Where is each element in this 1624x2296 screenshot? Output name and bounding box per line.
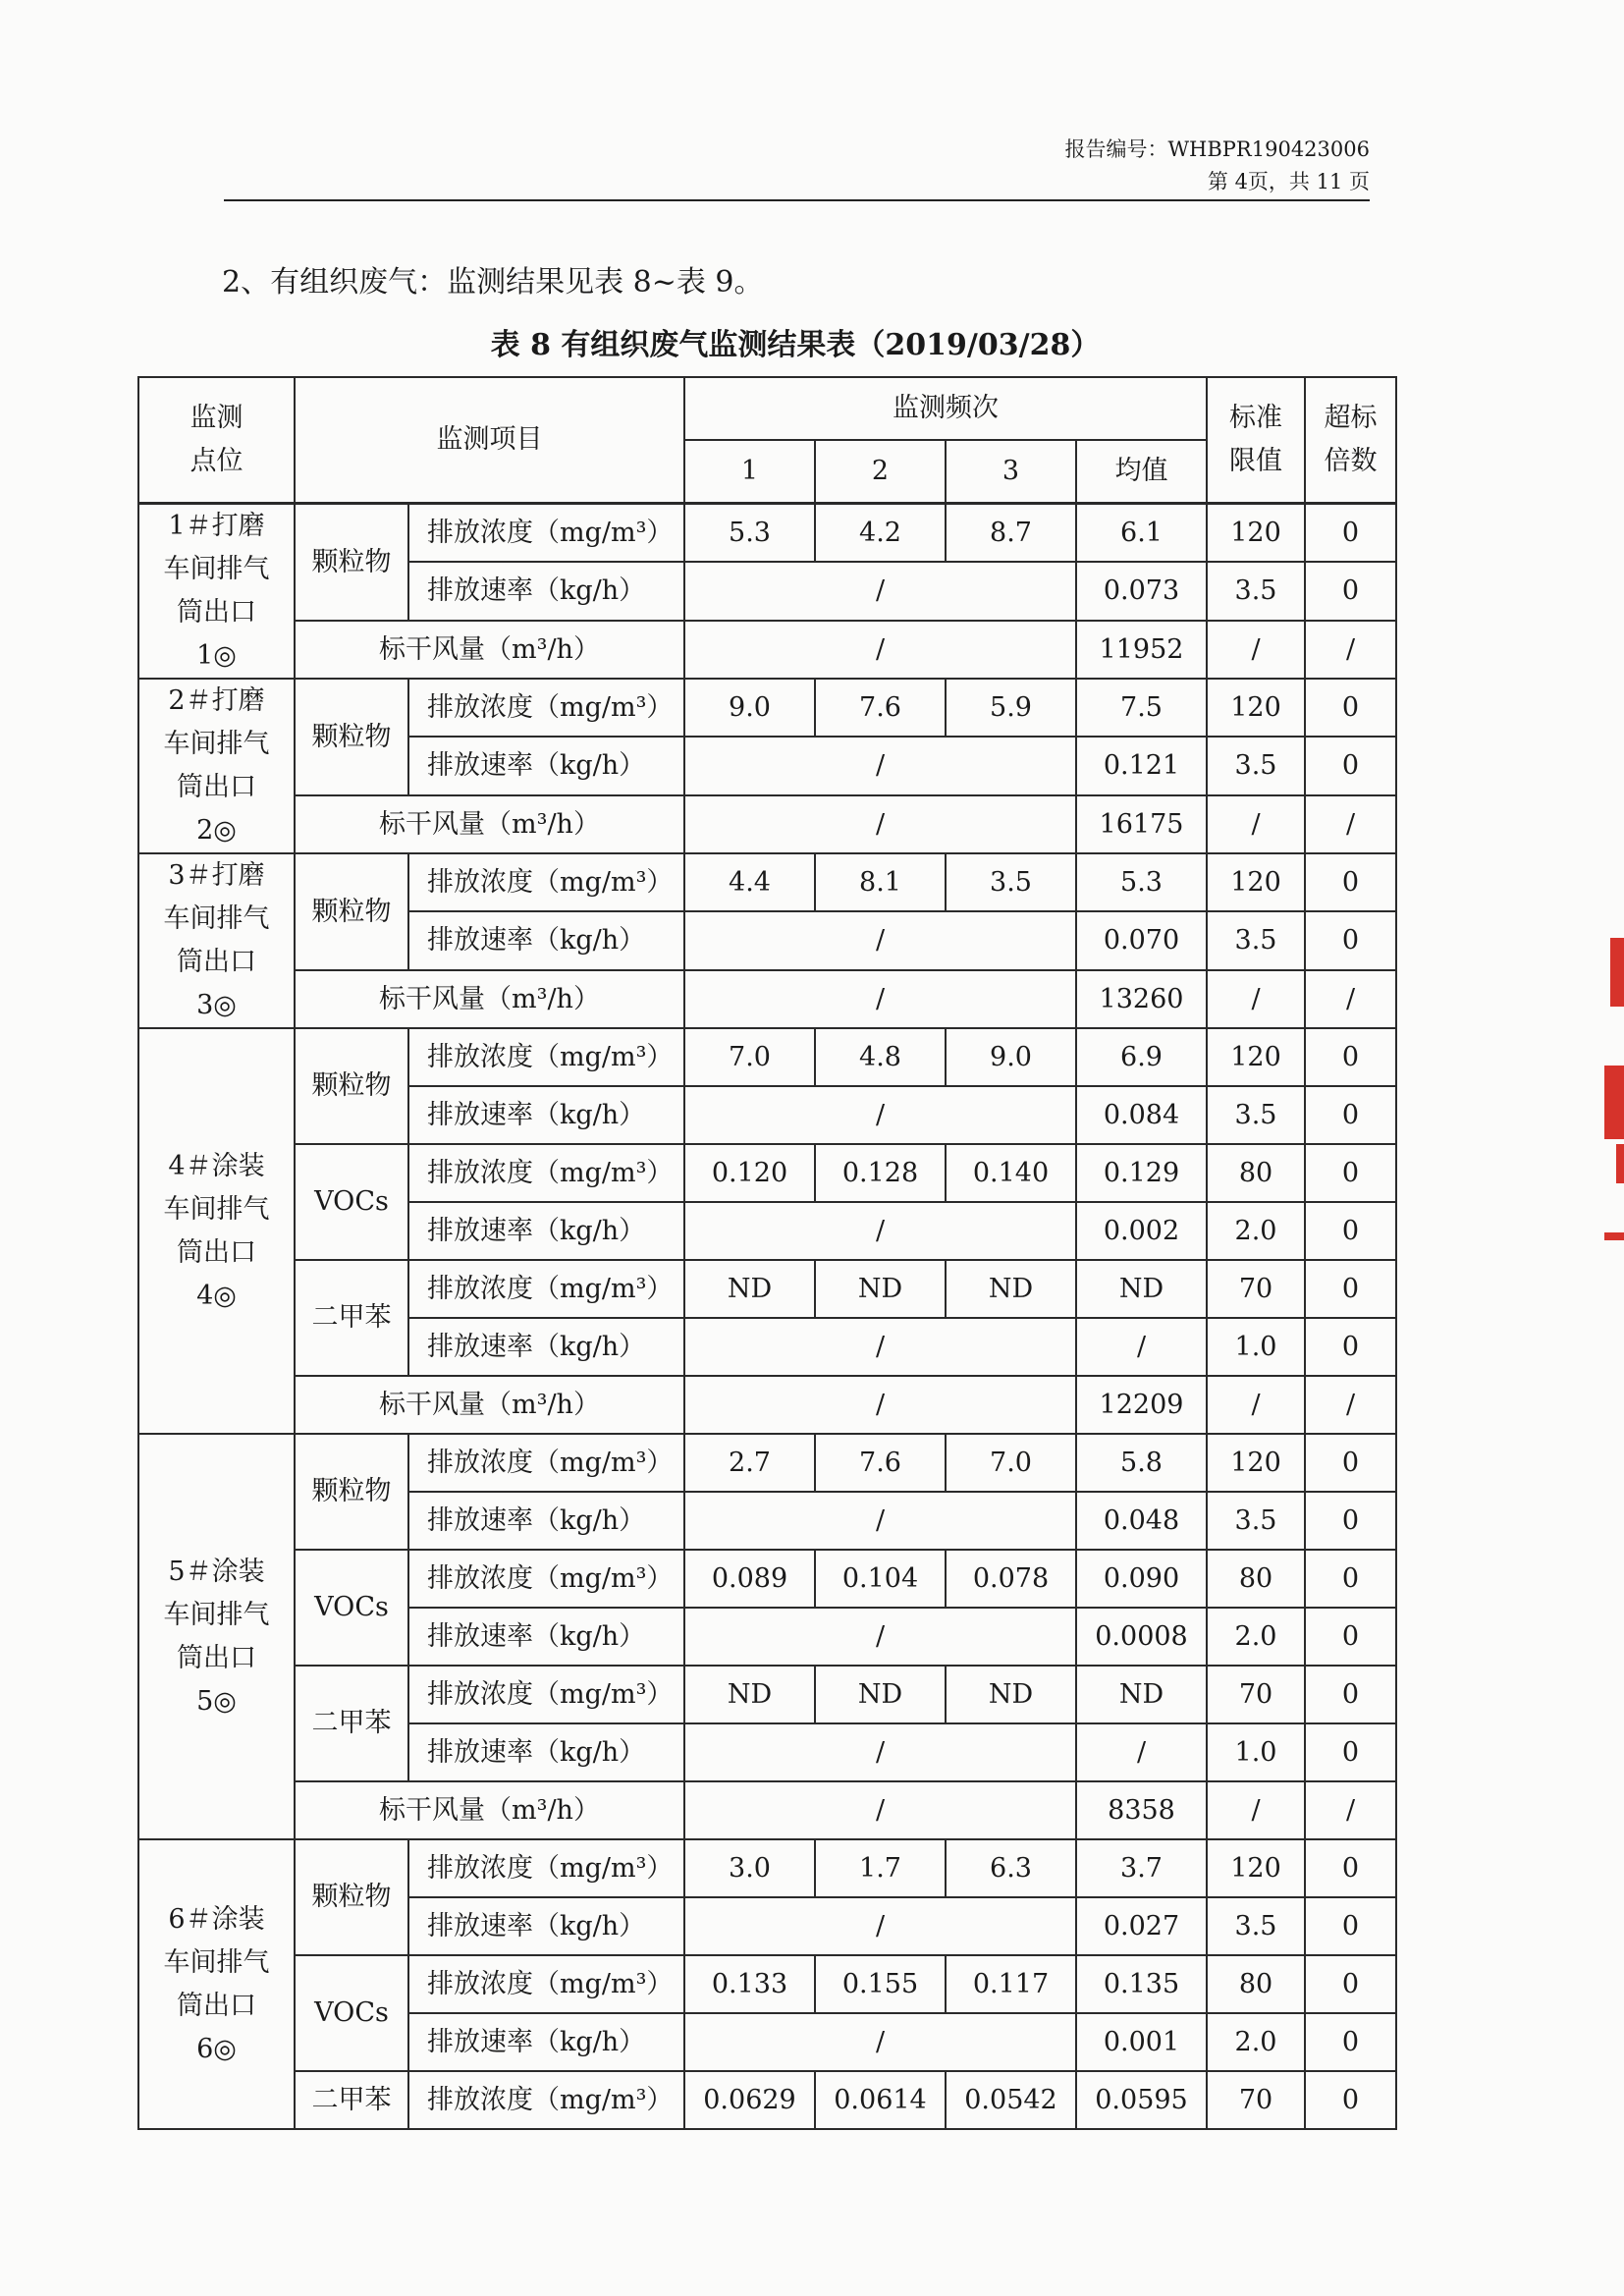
table-row xyxy=(138,1144,1396,1202)
value-cell: 4.2 xyxy=(815,504,946,563)
standard-cell: 80 xyxy=(1207,1550,1305,1608)
exceed-cell: / xyxy=(1305,621,1396,679)
value-cell: 9.0 xyxy=(684,679,815,737)
value-cell: ND xyxy=(946,1260,1076,1318)
value-cell: / xyxy=(684,1376,1076,1434)
exceed-cell: 0 xyxy=(1305,1260,1396,1318)
value-cell: 8.1 xyxy=(815,853,946,911)
value-cell: 0.128 xyxy=(815,1144,946,1202)
table-header-row xyxy=(138,377,1396,440)
mean-cell: 8358 xyxy=(1076,1781,1207,1839)
item-cell: 排放速率（kg/h） xyxy=(408,1897,684,1955)
mean-cell: 6.1 xyxy=(1076,504,1207,563)
value-cell: ND xyxy=(684,1666,815,1723)
value-cell: 7.0 xyxy=(946,1434,1076,1492)
value-cell: / xyxy=(684,621,1076,679)
mean-cell: 3.7 xyxy=(1076,1839,1207,1897)
mean-cell: 0.129 xyxy=(1076,1144,1207,1202)
seal-fragment xyxy=(1604,1066,1624,1139)
table-caption: 表 8 有组织废气监测结果表（2019/03/28） xyxy=(490,328,1101,362)
pollutant-cell: 二甲苯 xyxy=(295,1666,408,1781)
value-cell: / xyxy=(684,2013,1076,2071)
item-cell: 排放浓度（mg/m³） xyxy=(408,853,684,911)
value-cell: 0.120 xyxy=(684,1144,815,1202)
exceed-cell: / xyxy=(1305,795,1396,853)
value-cell: 5.3 xyxy=(684,504,815,563)
exceed-cell: 0 xyxy=(1305,1839,1396,1897)
value-cell: 0.078 xyxy=(946,1550,1076,1608)
value-cell: 3.5 xyxy=(946,853,1076,911)
value-cell: 7.0 xyxy=(684,1028,815,1086)
item-cell: 排放浓度（mg/m³） xyxy=(408,504,684,563)
point-cell: 1＃打磨 车间排气 筒出口 1◎ xyxy=(138,504,295,680)
standard-cell: 70 xyxy=(1207,1260,1305,1318)
pollutant-cell: 颗粒物 xyxy=(295,1028,408,1144)
value-cell: / xyxy=(684,795,1076,853)
exceed-cell: 0 xyxy=(1305,1028,1396,1086)
table-row xyxy=(138,621,1396,679)
item-cell: 排放浓度（mg/m³） xyxy=(408,1955,684,2013)
table-row xyxy=(138,970,1396,1028)
value-cell: 0.0629 xyxy=(684,2071,815,2129)
exceed-cell: 0 xyxy=(1305,1666,1396,1723)
table-row xyxy=(138,1028,1396,1086)
mean-cell: 11952 xyxy=(1076,621,1207,679)
seal-fragment xyxy=(1610,938,1624,1007)
exceed-cell: 0 xyxy=(1305,1318,1396,1376)
exceed-cell: 0 xyxy=(1305,562,1396,620)
item-cell: 排放速率（kg/h） xyxy=(408,737,684,794)
mean-cell: 12209 xyxy=(1076,1376,1207,1434)
header-mean: 均值 xyxy=(1076,440,1207,504)
mean-cell: 0.121 xyxy=(1076,737,1207,794)
value-cell: 0.104 xyxy=(815,1550,946,1608)
item-cell: 标干风量（m³/h） xyxy=(295,621,684,679)
pollutant-cell: 颗粒物 xyxy=(295,1839,408,1955)
value-cell: 2.7 xyxy=(684,1434,815,1492)
value-cell: ND xyxy=(946,1666,1076,1723)
item-cell: 排放浓度（mg/m³） xyxy=(408,1666,684,1723)
standard-cell: 2.0 xyxy=(1207,1202,1305,1260)
report-header xyxy=(224,134,1370,198)
standard-cell: 70 xyxy=(1207,1666,1305,1723)
standard-cell: 120 xyxy=(1207,679,1305,737)
item-cell: 标干风量（m³/h） xyxy=(295,1376,684,1434)
item-cell: 排放速率（kg/h） xyxy=(408,1492,684,1550)
header-exceed: 超标 倍数 xyxy=(1305,377,1396,504)
item-cell: 排放速率（kg/h） xyxy=(408,1608,684,1666)
item-cell: 排放浓度（mg/m³） xyxy=(408,1260,684,1318)
section-intro: 2、有组织废气：监测结果见表 8~表 9。 xyxy=(222,265,764,300)
item-cell: 排放浓度（mg/m³） xyxy=(408,1550,684,1608)
item-cell: 排放速率（kg/h） xyxy=(408,1318,684,1376)
value-cell: ND xyxy=(684,1260,815,1318)
report-number: 报告编号：WHBPR190423006 xyxy=(1064,137,1370,161)
pollutant-cell: 颗粒物 xyxy=(295,679,408,795)
value-cell: / xyxy=(684,1492,1076,1550)
pollutant-cell: VOCs xyxy=(295,1550,408,1666)
page-info: 第 4页，共 11 页 xyxy=(1207,170,1370,193)
exceed-cell: 0 xyxy=(1305,1955,1396,2013)
standard-cell: 3.5 xyxy=(1207,737,1305,794)
pollutant-cell: VOCs xyxy=(295,1955,408,2071)
value-cell: / xyxy=(684,1897,1076,1955)
point-cell: 2＃打磨 车间排气 筒出口 2◎ xyxy=(138,679,295,853)
standard-cell: 2.0 xyxy=(1207,1608,1305,1666)
table-row xyxy=(138,679,1396,737)
header-run-3: 3 xyxy=(946,440,1076,504)
standard-cell: 3.5 xyxy=(1207,562,1305,620)
value-cell: / xyxy=(684,970,1076,1028)
item-cell: 排放浓度（mg/m³） xyxy=(408,1028,684,1086)
table-row xyxy=(138,504,1396,563)
exceed-cell: 0 xyxy=(1305,2013,1396,2071)
exceed-cell: 0 xyxy=(1305,1434,1396,1492)
value-cell: / xyxy=(684,737,1076,794)
standard-cell: 3.5 xyxy=(1207,911,1305,969)
standard-cell: 120 xyxy=(1207,1434,1305,1492)
standard-cell: 120 xyxy=(1207,853,1305,911)
mean-cell: 0.0008 xyxy=(1076,1608,1207,1666)
standard-cell: 3.5 xyxy=(1207,1492,1305,1550)
exceed-cell: 0 xyxy=(1305,911,1396,969)
item-cell: 排放速率（kg/h） xyxy=(408,1086,684,1144)
value-cell: 0.0614 xyxy=(815,2071,946,2129)
standard-cell: 3.5 xyxy=(1207,1086,1305,1144)
point-cell: 4＃涂装 车间排气 筒出口 4◎ xyxy=(138,1028,295,1434)
exceed-cell: 0 xyxy=(1305,1144,1396,1202)
item-cell: 排放速率（kg/h） xyxy=(408,2013,684,2071)
standard-cell: 1.0 xyxy=(1207,1723,1305,1781)
item-cell: 标干风量（m³/h） xyxy=(295,970,684,1028)
point-cell: 6＃涂装 车间排气 筒出口 6◎ xyxy=(138,1839,295,2129)
item-cell: 标干风量（m³/h） xyxy=(295,795,684,853)
table-row xyxy=(138,1781,1396,1839)
value-cell: / xyxy=(684,1318,1076,1376)
exceed-cell: 0 xyxy=(1305,1202,1396,1260)
mean-cell: 5.3 xyxy=(1076,853,1207,911)
table-row xyxy=(138,795,1396,853)
value-cell: / xyxy=(684,1086,1076,1144)
table-row xyxy=(138,1550,1396,1608)
value-cell: 0.155 xyxy=(815,1955,946,2013)
mean-cell: 0.002 xyxy=(1076,1202,1207,1260)
exceed-cell: 0 xyxy=(1305,1086,1396,1144)
pollutant-cell: 颗粒物 xyxy=(295,1434,408,1550)
value-cell: 0.0542 xyxy=(946,2071,1076,2129)
value-cell: 4.8 xyxy=(815,1028,946,1086)
mean-cell: / xyxy=(1076,1723,1207,1781)
exceed-cell: / xyxy=(1305,1376,1396,1434)
mean-cell: 0.135 xyxy=(1076,1955,1207,2013)
header-rule xyxy=(224,199,1370,201)
pollutant-cell: 颗粒物 xyxy=(295,504,408,621)
value-cell: / xyxy=(684,1781,1076,1839)
item-cell: 排放浓度（mg/m³） xyxy=(408,679,684,737)
header-frequency: 监测频次 xyxy=(684,377,1207,440)
value-cell: 7.6 xyxy=(815,1434,946,1492)
value-cell: 0.133 xyxy=(684,1955,815,2013)
mean-cell: 6.9 xyxy=(1076,1028,1207,1086)
standard-cell: 3.5 xyxy=(1207,1897,1305,1955)
exceed-cell: 0 xyxy=(1305,737,1396,794)
mean-cell: / xyxy=(1076,1318,1207,1376)
value-cell: ND xyxy=(815,1666,946,1723)
header-point: 监测 点位 xyxy=(138,377,295,504)
item-cell: 排放速率（kg/h） xyxy=(408,911,684,969)
value-cell: 7.6 xyxy=(815,679,946,737)
table-row xyxy=(138,2071,1396,2129)
value-cell: / xyxy=(684,1723,1076,1781)
table-row xyxy=(138,1260,1396,1318)
mean-cell: 0.070 xyxy=(1076,911,1207,969)
item-cell: 排放速率（kg/h） xyxy=(408,1202,684,1260)
header-standard: 标准 限值 xyxy=(1207,377,1305,504)
item-cell: 排放浓度（mg/m³） xyxy=(408,1144,684,1202)
item-cell: 排放速率（kg/h） xyxy=(408,562,684,620)
value-cell: ND xyxy=(815,1260,946,1318)
pollutant-cell: 二甲苯 xyxy=(295,2071,408,2129)
value-cell: 4.4 xyxy=(684,853,815,911)
value-cell: 5.9 xyxy=(946,679,1076,737)
table-row xyxy=(138,1376,1396,1434)
header-run-1: 1 xyxy=(684,440,815,504)
exceed-cell: 0 xyxy=(1305,504,1396,563)
point-cell: 5＃涂装 车间排气 筒出口 5◎ xyxy=(138,1434,295,1839)
standard-cell: 1.0 xyxy=(1207,1318,1305,1376)
table-row xyxy=(138,1666,1396,1723)
item-cell: 排放浓度（mg/m³） xyxy=(408,1839,684,1897)
item-cell: 排放浓度（mg/m³） xyxy=(408,1434,684,1492)
table-row xyxy=(138,1955,1396,2013)
mean-cell: 0.090 xyxy=(1076,1550,1207,1608)
standard-cell: 2.0 xyxy=(1207,2013,1305,2071)
mean-cell: 0.001 xyxy=(1076,2013,1207,2071)
mean-cell: 13260 xyxy=(1076,970,1207,1028)
mean-cell: 0.084 xyxy=(1076,1086,1207,1144)
exceed-cell: / xyxy=(1305,1781,1396,1839)
mean-cell: 0.027 xyxy=(1076,1897,1207,1955)
standard-cell: 80 xyxy=(1207,1144,1305,1202)
value-cell: / xyxy=(684,911,1076,969)
value-cell: 0.117 xyxy=(946,1955,1076,2013)
value-cell: 6.3 xyxy=(946,1839,1076,1897)
value-cell: 8.7 xyxy=(946,504,1076,563)
exceed-cell: 0 xyxy=(1305,1608,1396,1666)
mean-cell: 0.073 xyxy=(1076,562,1207,620)
item-cell: 标干风量（m³/h） xyxy=(295,1781,684,1839)
header-item: 监测项目 xyxy=(295,377,684,504)
standard-cell: 80 xyxy=(1207,1955,1305,2013)
mean-cell: ND xyxy=(1076,1260,1207,1318)
value-cell: 0.089 xyxy=(684,1550,815,1608)
mean-cell: 0.048 xyxy=(1076,1492,1207,1550)
exceed-cell: 0 xyxy=(1305,1723,1396,1781)
item-cell: 排放浓度（mg/m³） xyxy=(408,2071,684,2129)
standard-cell: 70 xyxy=(1207,2071,1305,2129)
item-cell: 排放速率（kg/h） xyxy=(408,1723,684,1781)
standard-cell: / xyxy=(1207,621,1305,679)
exceed-cell: 0 xyxy=(1305,1550,1396,1608)
standard-cell: / xyxy=(1207,1376,1305,1434)
mean-cell: 5.8 xyxy=(1076,1434,1207,1492)
mean-cell: 7.5 xyxy=(1076,679,1207,737)
standard-cell: / xyxy=(1207,795,1305,853)
seal-fragment xyxy=(1604,1232,1624,1240)
value-cell: / xyxy=(684,1202,1076,1260)
exceed-cell: 0 xyxy=(1305,1897,1396,1955)
value-cell: 9.0 xyxy=(946,1028,1076,1086)
emission-results-table xyxy=(137,376,1397,2130)
mean-cell: 0.0595 xyxy=(1076,2071,1207,2129)
seal-fragment xyxy=(1616,1144,1624,1183)
exceed-cell: 0 xyxy=(1305,1492,1396,1550)
value-cell: 3.0 xyxy=(684,1839,815,1897)
value-cell: 0.140 xyxy=(946,1144,1076,1202)
standard-cell: 120 xyxy=(1207,1839,1305,1897)
exceed-cell: 0 xyxy=(1305,679,1396,737)
mean-cell: 16175 xyxy=(1076,795,1207,853)
table-row xyxy=(138,1839,1396,1897)
point-cell: 3＃打磨 车间排气 筒出口 3◎ xyxy=(138,853,295,1028)
exceed-cell: 0 xyxy=(1305,853,1396,911)
table-row xyxy=(138,853,1396,911)
pollutant-cell: VOCs xyxy=(295,1144,408,1260)
value-cell: / xyxy=(684,562,1076,620)
mean-cell: ND xyxy=(1076,1666,1207,1723)
header-run-2: 2 xyxy=(815,440,946,504)
pollutant-cell: 二甲苯 xyxy=(295,1260,408,1376)
standard-cell: 120 xyxy=(1207,504,1305,563)
exceed-cell: / xyxy=(1305,970,1396,1028)
value-cell: / xyxy=(684,1608,1076,1666)
pollutant-cell: 颗粒物 xyxy=(295,853,408,970)
standard-cell: 120 xyxy=(1207,1028,1305,1086)
table-row xyxy=(138,1434,1396,1492)
exceed-cell: 0 xyxy=(1305,2071,1396,2129)
value-cell: 1.7 xyxy=(815,1839,946,1897)
standard-cell: / xyxy=(1207,970,1305,1028)
standard-cell: / xyxy=(1207,1781,1305,1839)
